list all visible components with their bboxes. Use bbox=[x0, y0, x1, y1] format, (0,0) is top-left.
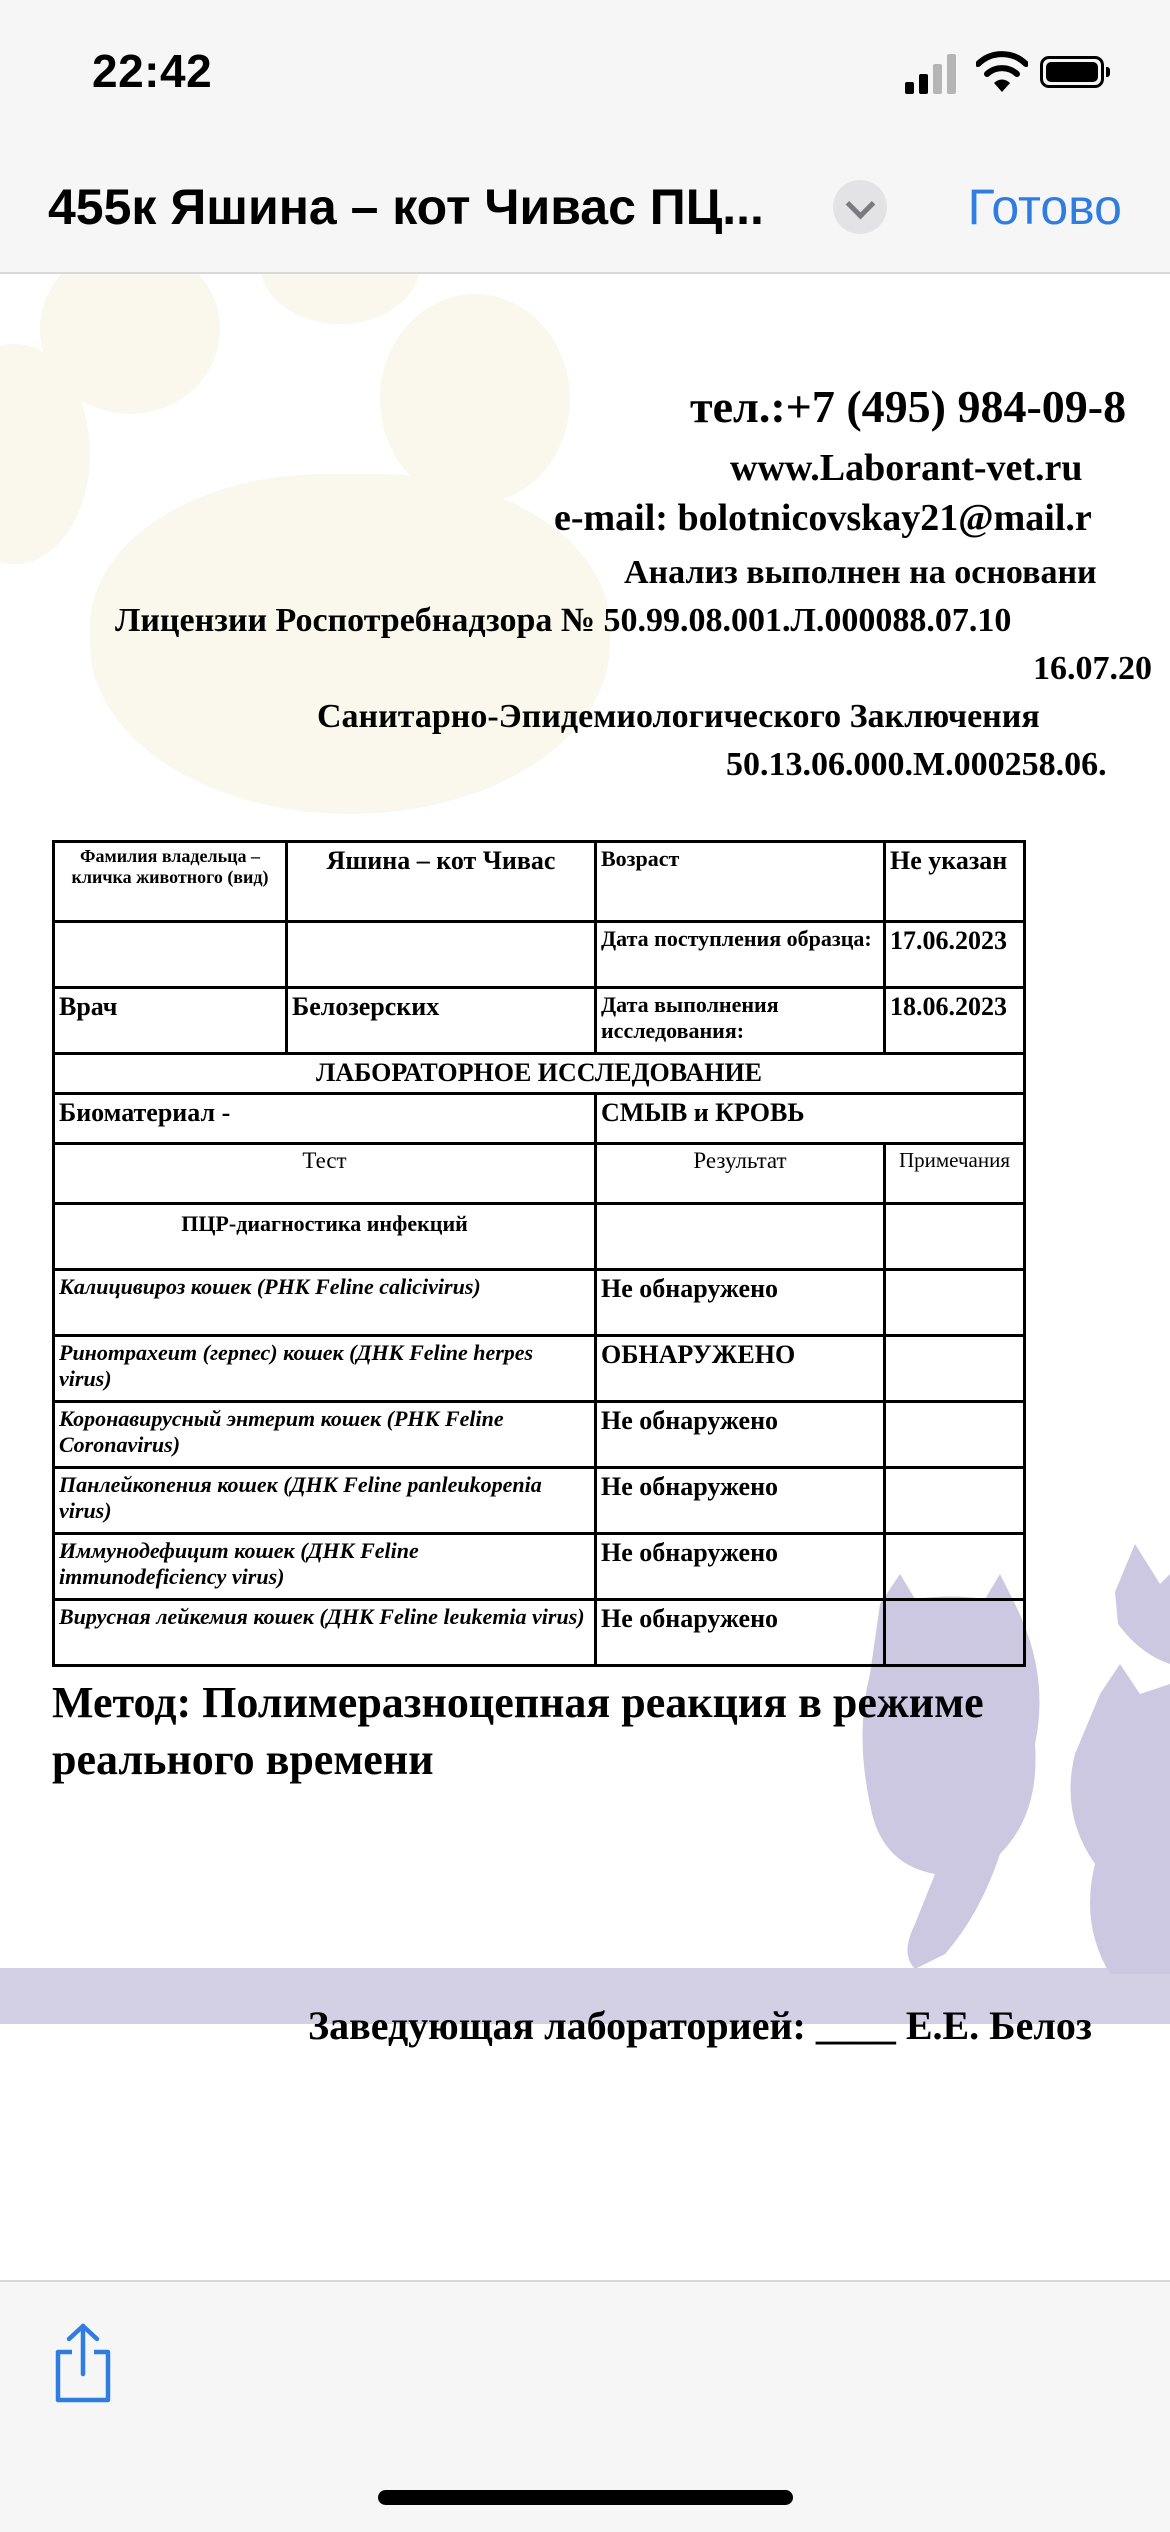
signal-icon bbox=[905, 54, 957, 94]
biomaterial-label: Биоматериал - bbox=[54, 1094, 596, 1144]
column-header-notes: Примечания bbox=[885, 1144, 1025, 1204]
header-email: e-mail: bolotnicovskay21@mail.r bbox=[554, 497, 1092, 539]
owner-label: Фамилия владельца – кличка животного (вид) bbox=[54, 842, 287, 922]
owner-value: Яшина – кот Чивас bbox=[287, 842, 596, 922]
header-conclusion: Санитарно-Эпидемиологического Заключения bbox=[317, 698, 1040, 735]
table-row bbox=[54, 1534, 1025, 1600]
test-name: Коронавирусный энтерит кошек (РНК Feline Coronavirus) bbox=[54, 1402, 596, 1468]
completed-label: Дата выполнения исследования: bbox=[596, 988, 885, 1054]
test-name: Калицивироз кошек (РНК Feline calicivirus) bbox=[54, 1270, 596, 1336]
completed-value: 18.06.2023 bbox=[885, 988, 1025, 1054]
battery-icon bbox=[1040, 56, 1104, 88]
test-result: Не обнаружено bbox=[596, 1270, 885, 1336]
table-row bbox=[54, 1600, 1025, 1666]
doctor-value: Белозерских bbox=[287, 988, 596, 1054]
results-table bbox=[52, 840, 1026, 1667]
column-header-result: Результат bbox=[596, 1144, 885, 1204]
document-title[interactable]: 455к Яшина – кот Чивас ПЦ... bbox=[48, 179, 764, 235]
nav-bar bbox=[0, 150, 1170, 274]
test-name: Ринотрахеит (герпес) кошек (ДНК Feline herpes virus) bbox=[54, 1336, 596, 1402]
received-label: Дата поступления образца: bbox=[596, 922, 885, 988]
test-notes bbox=[885, 1270, 1025, 1336]
received-value: 17.06.2023 bbox=[885, 922, 1025, 988]
document-view[interactable] bbox=[0, 274, 1170, 2280]
header-conclusion-number: 50.13.06.000.М.000258.06. bbox=[726, 746, 1107, 783]
wifi-icon bbox=[976, 50, 1028, 94]
test-name: Иммунодефицит кошек (ДНК Feline immunodeficiency virus) bbox=[54, 1534, 596, 1600]
home-indicator[interactable] bbox=[378, 2490, 793, 2505]
age-label: Возраст bbox=[596, 842, 885, 922]
test-notes bbox=[885, 1468, 1025, 1534]
chevron-down-icon[interactable] bbox=[833, 180, 887, 234]
test-name: Панлейкопения кошек (ДНК Feline panleukopenia virus) bbox=[54, 1468, 596, 1534]
section-title: ЛАБОРАТОРНОЕ ИССЛЕДОВАНИЕ bbox=[54, 1054, 1025, 1094]
header-phone: тел.:+7 (495) 984-09-8 bbox=[690, 381, 1127, 432]
status-time: 22:42 bbox=[92, 45, 213, 97]
empty-cell bbox=[885, 1204, 1025, 1270]
group-title: ПЦР-диагностика инфекций bbox=[54, 1204, 596, 1270]
table-row bbox=[54, 1270, 1025, 1336]
test-result: Не обнаружено bbox=[596, 1600, 885, 1666]
biomaterial-value: СМЫВ и КРОВЬ bbox=[596, 1094, 1025, 1144]
test-notes bbox=[885, 1600, 1025, 1666]
signature-line: Заведующая лабораторией: ____ Е.Е. Белоз bbox=[308, 2003, 1092, 2048]
done-button[interactable]: Готово bbox=[967, 179, 1122, 235]
table-row bbox=[54, 1336, 1025, 1402]
header-license: Лицензии Роспотребнадзора № 50.99.08.001.Л.000088.07.10 bbox=[115, 602, 1012, 639]
doctor-label: Врач bbox=[54, 988, 287, 1054]
table-row bbox=[54, 1402, 1025, 1468]
empty-cell bbox=[287, 922, 596, 988]
method-text: Метод: Полимеразноцепная реакция в режиме реального времени bbox=[52, 1678, 984, 1784]
header-basis: Анализ выполнен на основани bbox=[624, 554, 1097, 591]
table-row bbox=[54, 1468, 1025, 1534]
test-result: Не обнаружено bbox=[596, 1468, 885, 1534]
header-website: www.Laborant-vet.ru bbox=[730, 447, 1083, 489]
test-name: Вирусная лейкемия кошек (ДНК Feline leukemia virus) bbox=[54, 1600, 596, 1666]
empty-cell bbox=[596, 1204, 885, 1270]
empty-cell bbox=[54, 922, 287, 988]
test-notes bbox=[885, 1402, 1025, 1468]
test-result: ОБНАРУЖЕНО bbox=[596, 1336, 885, 1402]
header-license-date: 16.07.20 bbox=[1033, 650, 1152, 687]
test-notes bbox=[885, 1534, 1025, 1600]
status-bar bbox=[0, 0, 1170, 150]
test-notes bbox=[885, 1336, 1025, 1402]
test-result: Не обнаружено bbox=[596, 1534, 885, 1600]
test-result: Не обнаружено bbox=[596, 1402, 885, 1468]
age-value: Не указан bbox=[885, 842, 1025, 922]
column-header-test: Тест bbox=[54, 1144, 596, 1204]
share-icon[interactable] bbox=[50, 2322, 116, 2404]
